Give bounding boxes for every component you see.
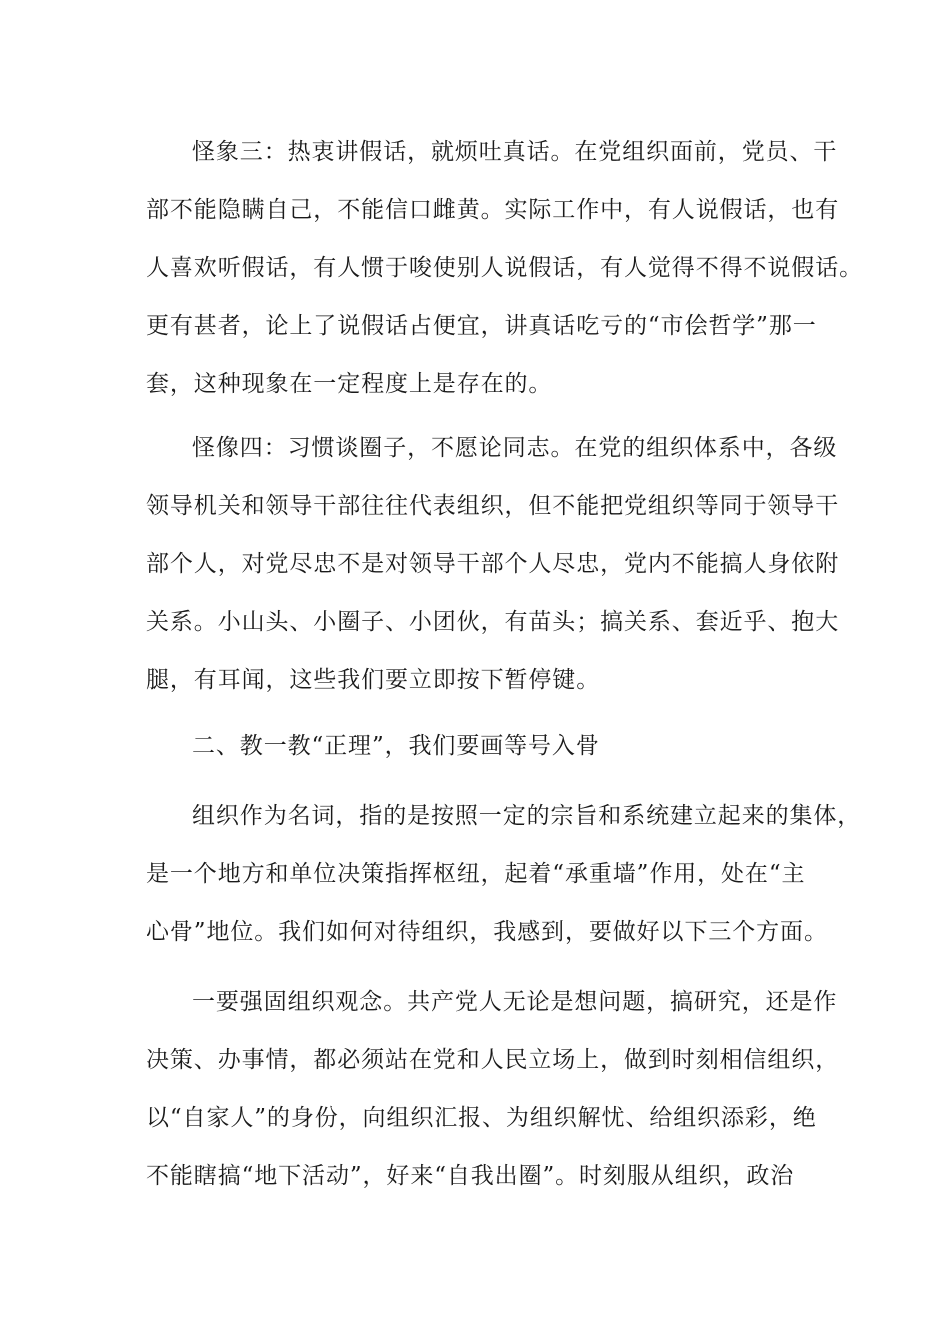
paragraph-line: 怪象三：热衷讲假话，就烦吐真话。在党组织面前，党员、干 <box>192 139 838 165</box>
paragraph-line: 腿，有耳闻，这些我们要立即按下暂停键。 <box>146 667 601 693</box>
paragraph-line: 更有甚者，论上了说假话占便宜，讲真话吃亏的“市侩哲学”那一 <box>146 313 817 339</box>
paragraph-line: 部不能隐瞒自己，不能信口雌黄。实际工作中，有人说假话，也有 <box>146 197 840 223</box>
paragraph-line: 不能瞎搞“地下活动”，好来“自我出圈”。时刻服从组织，政治 <box>146 1163 795 1189</box>
paragraph-line: 心骨”地位。我们如何对待组织，我感到，要做好以下三个方面。 <box>146 919 828 945</box>
paragraph-line: 组织作为名词，指的是按照一定的宗旨和系统建立起来的集体， <box>192 803 862 829</box>
paragraph-line: 以“自家人”的身份，向组织汇报、为组织解忧、给组织添彩，绝 <box>146 1105 817 1131</box>
paragraph-line: 一要强固组织观念。共产党人无论是想问题，搞研究，还是作 <box>192 989 838 1015</box>
paragraph-line: 关系。小山头、小圈子、小团伙，有苗头；搞关系、套近乎、抱大 <box>146 609 840 635</box>
paragraph-line: 领导机关和领导干部往往代表组织，但不能把党组织等同于领导干 <box>146 493 840 519</box>
section-heading: 二、教一教“正理”，我们要画等号入骨 <box>192 733 600 759</box>
paragraph-line: 决策、办事情，都必须站在党和人民立场上，做到时刻相信组织， <box>146 1047 840 1073</box>
paragraph-line: 部个人，对党尽忠不是对领导干部个人尽忠，党内不能搞人身依附 <box>146 551 840 577</box>
paragraph-line: 是一个地方和单位决策指挥枢纽，起着“承重墙”作用，处在“主 <box>146 861 806 887</box>
paragraph-line: 怪像四：习惯谈圈子，不愿论同志。在党的组织体系中，各级 <box>192 435 838 461</box>
paragraph-line: 人喜欢听假话，有人惯于唆使别人说假话，有人觉得不得不说假话。 <box>146 255 863 281</box>
paragraph-line: 套，这种现象在一定程度上是存在的。 <box>146 371 553 397</box>
